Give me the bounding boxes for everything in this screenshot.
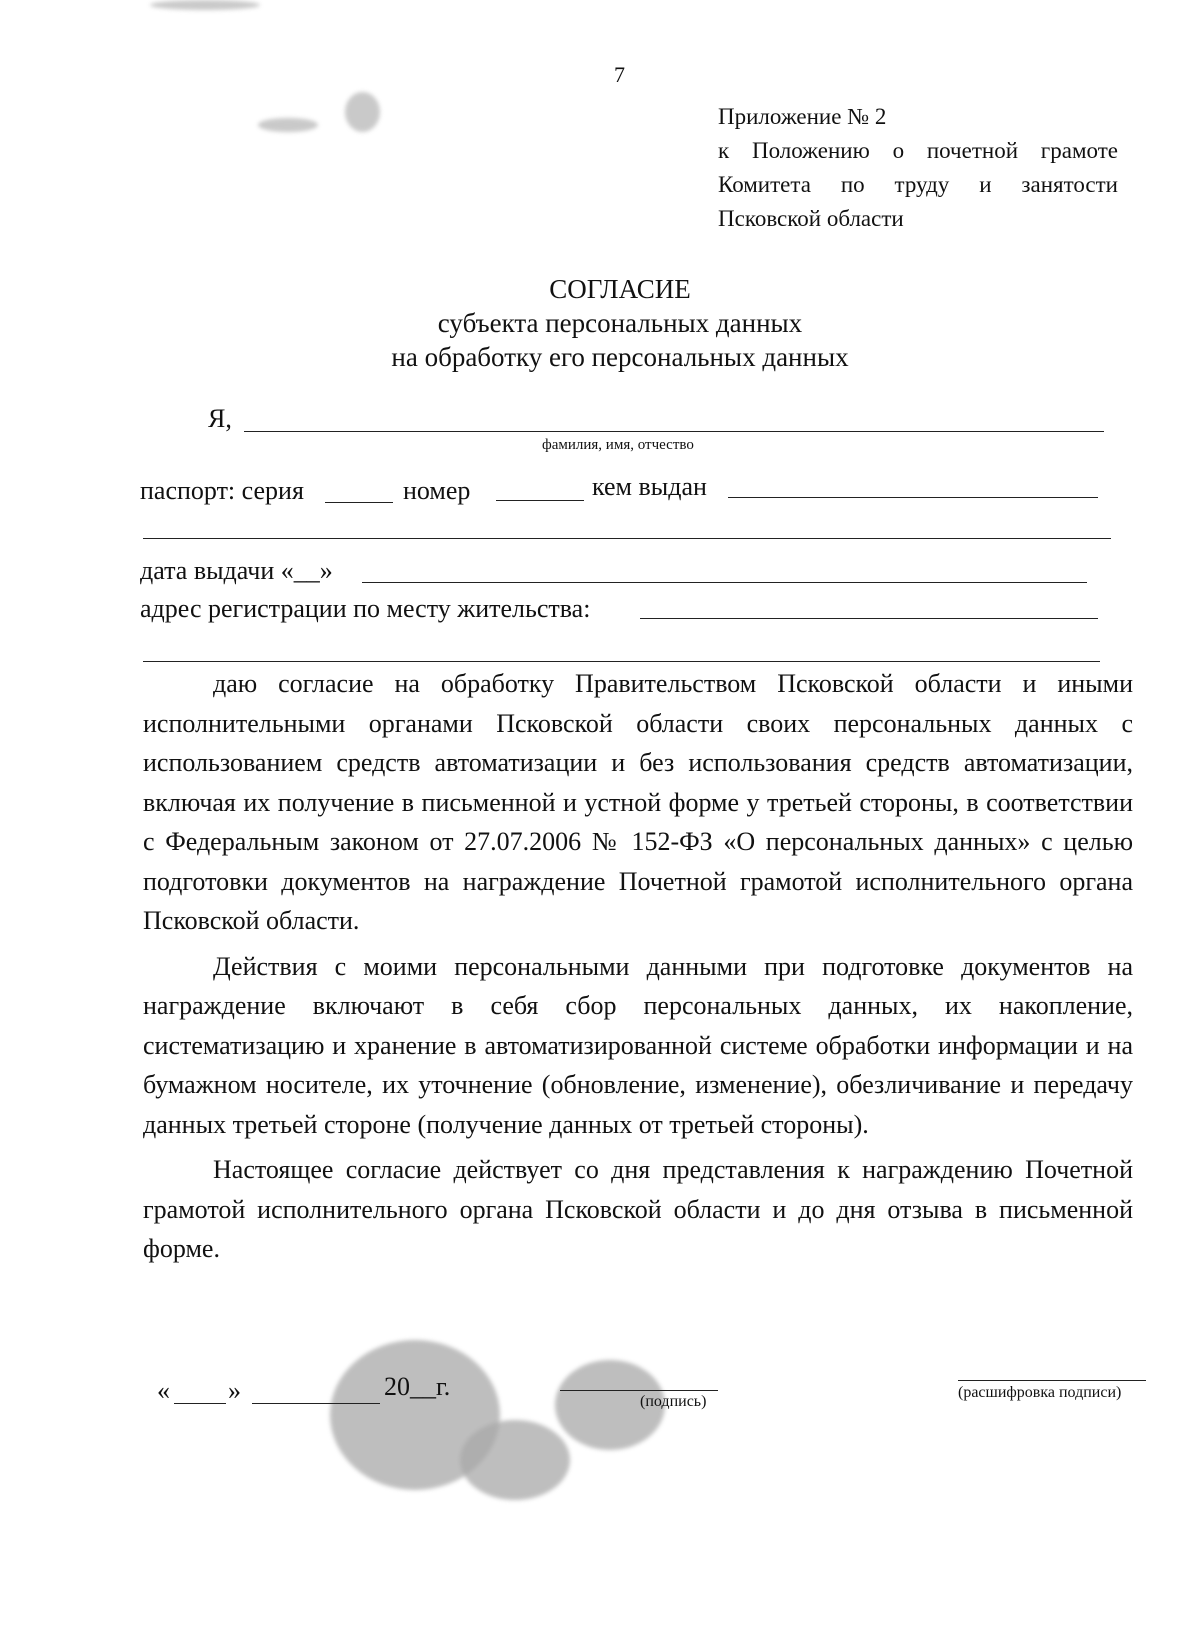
appendix-line-3 <box>718 168 1118 202</box>
address-label: адрес регистрации по месту жительства: <box>140 594 591 623</box>
issue-date-line[interactable] <box>362 582 1087 583</box>
appendix-word: и <box>979 172 992 197</box>
title-heading: СОГЛАСИЕ <box>549 274 691 304</box>
title-line-2: субъекта персональных данных <box>437 308 803 338</box>
passport-number-label: номер <box>403 476 471 505</box>
scan-smudge <box>460 1420 570 1500</box>
consent-paragraph-1: даю согласие на обработку Правительством Псковской области и иными исполнительными органами Псковской области своих персональных данных с использованием средств автоматизации и без использования средств автоматизации, включая их получение в письменной и устной форме у третьей стороны, в соответствии с Федеральным законом от 27.07.2006 № 152-ФЗ «О персональных данных» с целью подготовки документов на награждение Почетной грамотой исполнительного органа Псковской области. <box>143 669 1133 935</box>
appendix-line-2 <box>718 134 1118 168</box>
signature-decode-line[interactable] <box>958 1380 1146 1381</box>
appendix-word: труду <box>894 172 950 197</box>
day-line[interactable] <box>174 1403 226 1404</box>
scan-smudge <box>258 118 318 132</box>
appendix-word: занятости <box>1021 172 1118 197</box>
appendix-word: о <box>892 138 905 163</box>
page-number: 7 <box>614 62 625 87</box>
issued-by-line-2[interactable] <box>143 538 1111 539</box>
signature-line[interactable] <box>560 1390 718 1391</box>
consent-paragraph-2: Действия с моими персональными данными при подготовке документов на награждение включают в себя сбор персональных данных, их накопление, систематизацию и хранение в автоматизированной системе обработки информации и на бумажном носителе, их уточнение (обновление, изменение), обезличивание и передачу данных третьей стороне (получение данных от третьей стороны). <box>143 951 1133 1139</box>
passport-series-line[interactable] <box>325 502 393 503</box>
appendix-word: Комитета <box>718 172 811 197</box>
appendix-line-4: Псковской области <box>718 206 904 231</box>
appendix-word: грамоте <box>1040 138 1118 163</box>
consent-body <box>143 664 1133 1269</box>
issued-by-label: кем выдан <box>592 472 707 501</box>
passport-number-line[interactable] <box>496 500 584 501</box>
signature-caption: (подпись) <box>640 1393 707 1410</box>
year-label: 20__г. <box>384 1372 451 1401</box>
address-line[interactable] <box>640 618 1098 619</box>
appendix-header <box>718 100 1118 236</box>
appendix-word: Положению <box>751 138 870 163</box>
passport-series-label: паспорт: серия <box>140 476 304 505</box>
appendix-word: почетной <box>926 138 1019 163</box>
title-line-3: на обработку его персональных данных <box>391 342 849 372</box>
issued-by-line[interactable] <box>728 497 1098 498</box>
day-close-quote: » <box>228 1376 241 1405</box>
appendix-word: по <box>840 172 865 197</box>
fio-line[interactable] <box>244 431 1104 432</box>
scan-smudge <box>345 92 380 132</box>
consent-paragraph-3: Настоящее согласие действует со дня представления к награждению Почетной грамотой исполнительного органа Псковской области и до дня отзыва в письменной форме. <box>143 1155 1133 1263</box>
issue-date-label: дата выдачи «__» <box>140 556 333 585</box>
appendix-word: к <box>718 138 730 163</box>
i-label: Я, <box>208 404 232 433</box>
day-open-quote: « <box>157 1376 170 1405</box>
address-line-2[interactable] <box>143 661 1100 662</box>
scan-smudge <box>150 0 260 10</box>
signature-decode-caption: (расшифровка подписи) <box>958 1384 1122 1401</box>
month-line[interactable] <box>252 1403 380 1404</box>
document-title <box>330 272 910 374</box>
fio-caption: фамилия, имя, отчество <box>542 437 694 453</box>
appendix-line-1: Приложение № 2 <box>718 104 887 129</box>
